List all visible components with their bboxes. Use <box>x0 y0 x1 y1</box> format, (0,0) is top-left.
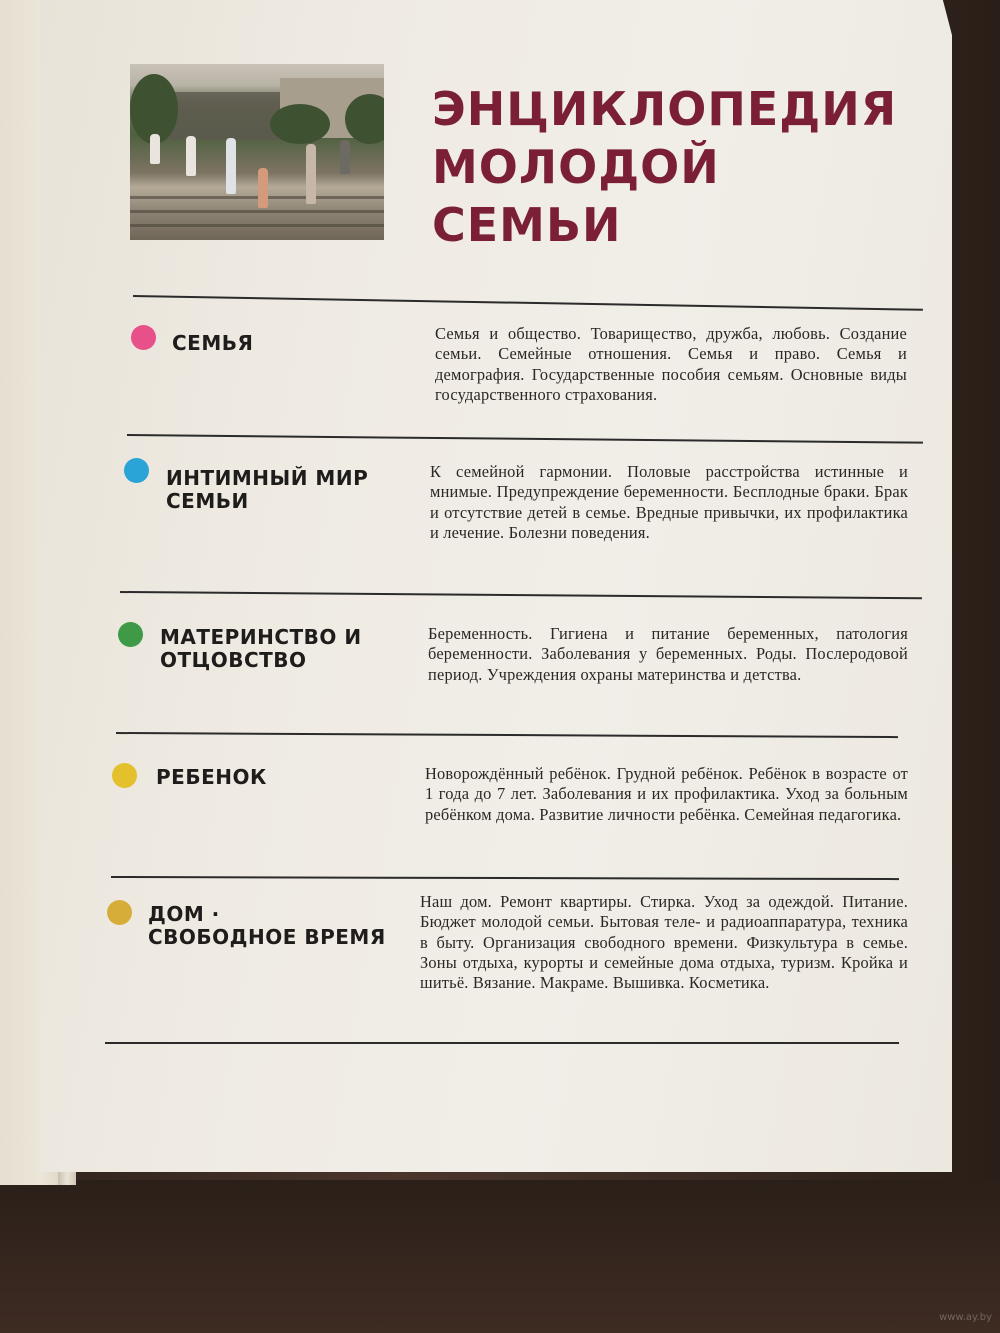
watermark: www.ay.by <box>939 1312 992 1323</box>
title-line-2: МОЛОДОЙ <box>432 140 720 194</box>
cover-photo <box>130 64 384 240</box>
section-heading-dom: ДОМ · СВОБОДНОЕ ВРЕМЯ <box>148 902 386 949</box>
section-dot-materinstvo <box>118 622 143 647</box>
title-line-1: ЭНЦИКЛОПЕДИЯ <box>432 82 898 136</box>
book-title <box>432 80 932 254</box>
title-line-3: СЕМЬИ <box>432 198 622 252</box>
section-heading-rebenok: РЕБЕНОК <box>156 765 267 789</box>
section-dot-rebenok <box>112 763 137 788</box>
section-description-semya: Семья и общество. Товарищество, дружба, любовь. Создание семьи. Семейные отношения. Семья и право. Семья и демография. Государственные пособия семьям. Основные виды государственного страхования. <box>435 324 907 404</box>
section-description-rebenok: Новорождённый ребёнок. Грудной ребёнок. Ребёнок в возрасте от 1 года до 7 лет. Заболевания и их профилактика. Уход за больным ребёнком дома. Развитие личности ребёнка. Семейная педагогика. <box>425 764 908 824</box>
section-heading-semya: СЕМЬЯ <box>172 331 254 355</box>
table-surface <box>0 1180 1000 1333</box>
section-description-intimny-mir: К семейной гармонии. Половые расстройства истинные и мнимые. Предупреждение беременности. Бесплодные браки. Брак и отсутствие детей в семье. Вредные привычки, их профилактика и лечение. Болезни поведения. <box>430 462 908 542</box>
section-dot-semya <box>131 325 156 350</box>
section-heading-intimny-mir: ИНТИМНЫЙ МИР СЕМЬИ <box>166 466 369 513</box>
section-description-dom: Наш дом. Ремонт квартиры. Стирка. Уход за одеждой. Питание. Бюджет молодой семьи. Бытовая теле- и радиоаппаратура, техника в быту. Организация свободного времени. Физкультура в семье. Зоны отдыха, курорты и семейные дома отдыха, туризм. Кройка и шитьё. Вязание. Макраме. Вышивка. Косметика. <box>420 892 908 993</box>
section-heading-materinstvo: МАТЕРИНСТВО И ОТЦОВСТВО <box>160 625 362 672</box>
section-dot-intimny-mir <box>124 458 149 483</box>
section-dot-dom <box>107 900 132 925</box>
divider-rule <box>105 1042 899 1044</box>
section-description-materinstvo: Беременность. Гигиена и питание беременных, патология беременности. Заболевания у беременных. Роды. Послеродовой период. Учреждения охраны материнства и детства. <box>428 624 908 684</box>
